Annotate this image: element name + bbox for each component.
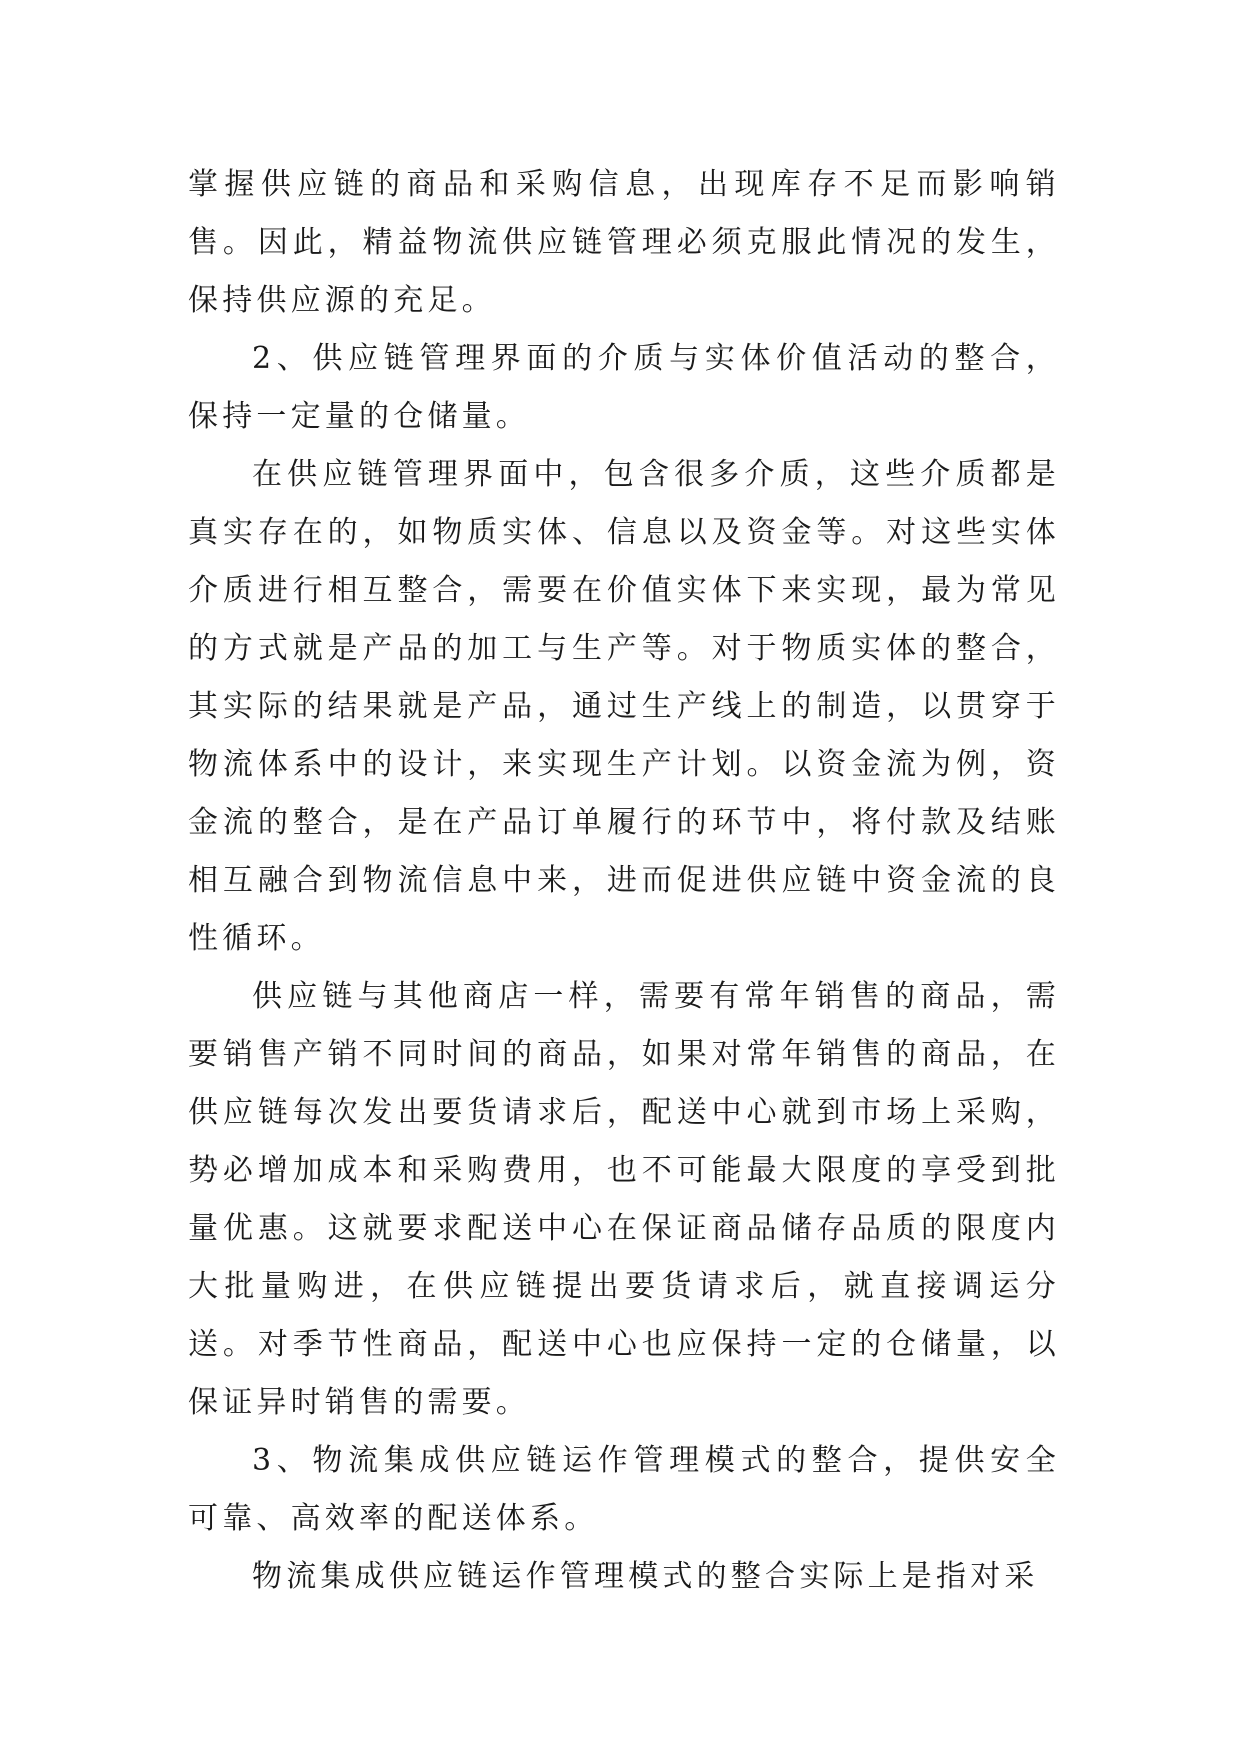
- paragraph-inventory: 供应链与其他商店一样，需要有常年销售的商品，需要销售产销不同时间的商品，如果对常年销售的商品，在供应链每次发出要货请求后，配送中心就到市场上采购，势必增加成本和采购费用，也不可能最大限度的享受到批量优惠。这就要求配送中心在保证商品储存品质的限度内大批量购进，在供应链提出要货请求后，就直接调运分送。对季节性商品，配送中心也应保持一定的仓储量，以保证异时销售的需要。: [188, 979, 1060, 1420]
- paragraph-continuation: 掌握供应链的商品和采购信息，出现库存不足而影响销售。因此，精益物流供应链管理必须克服此情况的发生，保持供应源的充足。: [188, 167, 1060, 318]
- section-heading-2: 2、供应链管理界面的介质与实体价值活动的整合，保持一定量的仓储量。: [188, 341, 1060, 434]
- body-text: [188, 156, 1060, 1606]
- section-heading-3: 3、物流集成供应链运作管理模式的整合，提供安全可靠、高效率的配送体系。: [188, 1443, 1060, 1536]
- paragraph-media-integration: 在供应链管理界面中，包含很多介质，这些介质都是真实存在的，如物质实体、信息以及资金等。对这些实体介质进行相互整合，需要在价值实体下来实现，最为常见的方式就是产品的加工与生产等。对于物质实体的整合，其实际的结果就是产品，通过生产线上的制造，以贯穿于物流体系中的设计，来实现生产计划。以资金流为例，资金流的整合，是在产品订单履行的环节中，将付款及结账相互融合到物流信息中来，进而促进供应链中资金流的良性循环。: [188, 457, 1060, 956]
- paragraph-logistics-integration: 物流集成供应链运作管理模式的整合实际上是指对采: [252, 1559, 1039, 1594]
